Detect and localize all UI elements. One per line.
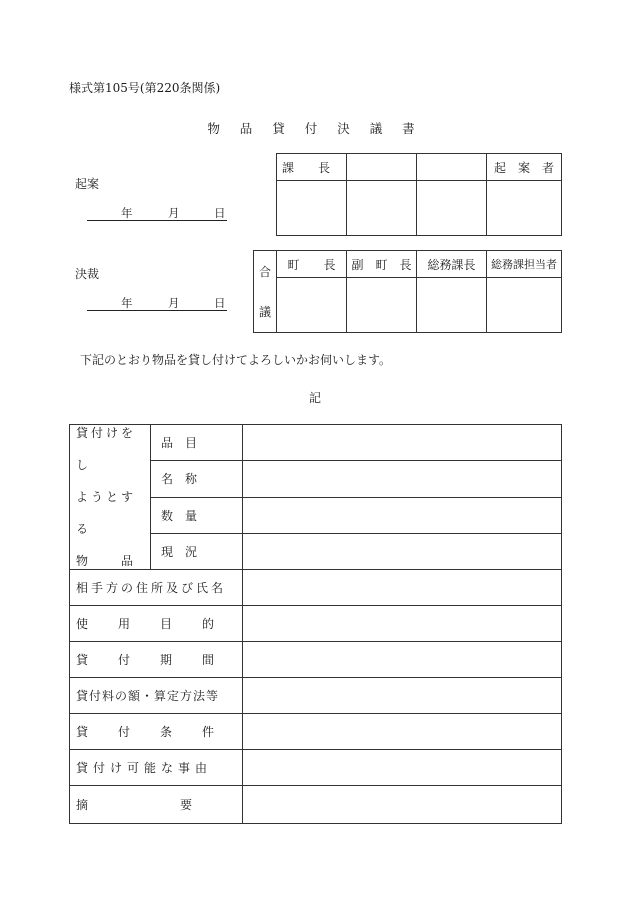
kian-seal-box[interactable] [277, 181, 347, 236]
kian-approval-table [276, 153, 562, 236]
kian-approval-header [417, 154, 487, 181]
item-row-value[interactable] [243, 425, 562, 461]
kian-month-label: 月 [168, 206, 180, 220]
intro-text: 下記のとおり物品を貸し付けてよろしいかお伺いします。 [80, 353, 392, 367]
row-value[interactable] [243, 642, 562, 678]
kessai-seal-box[interactable] [347, 278, 417, 333]
form-number: 様式第105号(第220条関係) [69, 81, 221, 95]
row-value[interactable] [243, 786, 562, 824]
row-value[interactable] [243, 570, 562, 606]
item-row-value[interactable] [243, 533, 562, 569]
kian-seal-box[interactable] [347, 181, 417, 236]
gougi-top-char: 合 [258, 264, 271, 279]
kian-approval-header [347, 154, 417, 181]
row-label: 貸 付 期 間 [70, 642, 243, 678]
kian-year-label: 年 [121, 206, 133, 220]
kessai-approval-table [253, 250, 562, 333]
kessai-date-line[interactable] [87, 296, 227, 311]
kessai-seal-box[interactable] [277, 278, 347, 333]
ki-heading: 記 [308, 391, 321, 405]
item-group-label: 貸付けをし ようとする 物 品 [70, 425, 151, 570]
kessai-day-label: 日 [214, 296, 226, 310]
kessai-approval-header: 副 町 長 [347, 251, 417, 278]
kessai-label: 決裁 [75, 267, 100, 281]
row-label: 使 用 目 的 [70, 606, 243, 642]
gougi-cell [254, 251, 277, 333]
row-label: 貸付け可能な事由 [70, 750, 243, 786]
kessai-seal-box[interactable] [417, 278, 487, 333]
item-row-label: 品 目 [151, 425, 243, 461]
kessai-approval-header: 町 長 [277, 251, 347, 278]
document-title: 物 品 貸 付 決 議 書 [207, 121, 423, 136]
row-label: 貸 付 条 件 [70, 714, 243, 750]
kian-approval-header: 起 案 者 [487, 154, 562, 181]
row-label: 貸付料の額・算定方法等 [70, 678, 243, 714]
gougi-bottom-char: 議 [258, 305, 271, 320]
kessai-approval-header: 総務課担当者 [487, 251, 562, 278]
item-row-value[interactable] [243, 497, 562, 533]
kian-date-line[interactable] [87, 206, 227, 221]
kessai-seal-box[interactable] [487, 278, 562, 333]
kian-day-label: 日 [214, 206, 226, 220]
item-row-label: 現 況 [151, 533, 243, 569]
item-row-label: 数 量 [151, 497, 243, 533]
kessai-month-label: 月 [168, 296, 180, 310]
kessai-approval-header: 総務課長 [417, 251, 487, 278]
item-row-label: 名 称 [151, 461, 243, 497]
kian-label: 起案 [75, 177, 100, 191]
main-table [69, 424, 562, 824]
kian-seal-box[interactable] [417, 181, 487, 236]
kian-approval-header: 課 長 [277, 154, 347, 181]
row-label: 相手方の住所及び氏名 [70, 570, 243, 606]
row-value[interactable] [243, 714, 562, 750]
row-value[interactable] [243, 678, 562, 714]
kessai-year-label: 年 [121, 296, 133, 310]
row-label: 摘 要 [70, 786, 243, 824]
kian-seal-box[interactable] [487, 181, 562, 236]
item-row-value[interactable] [243, 461, 562, 497]
row-value[interactable] [243, 750, 562, 786]
row-value[interactable] [243, 606, 562, 642]
